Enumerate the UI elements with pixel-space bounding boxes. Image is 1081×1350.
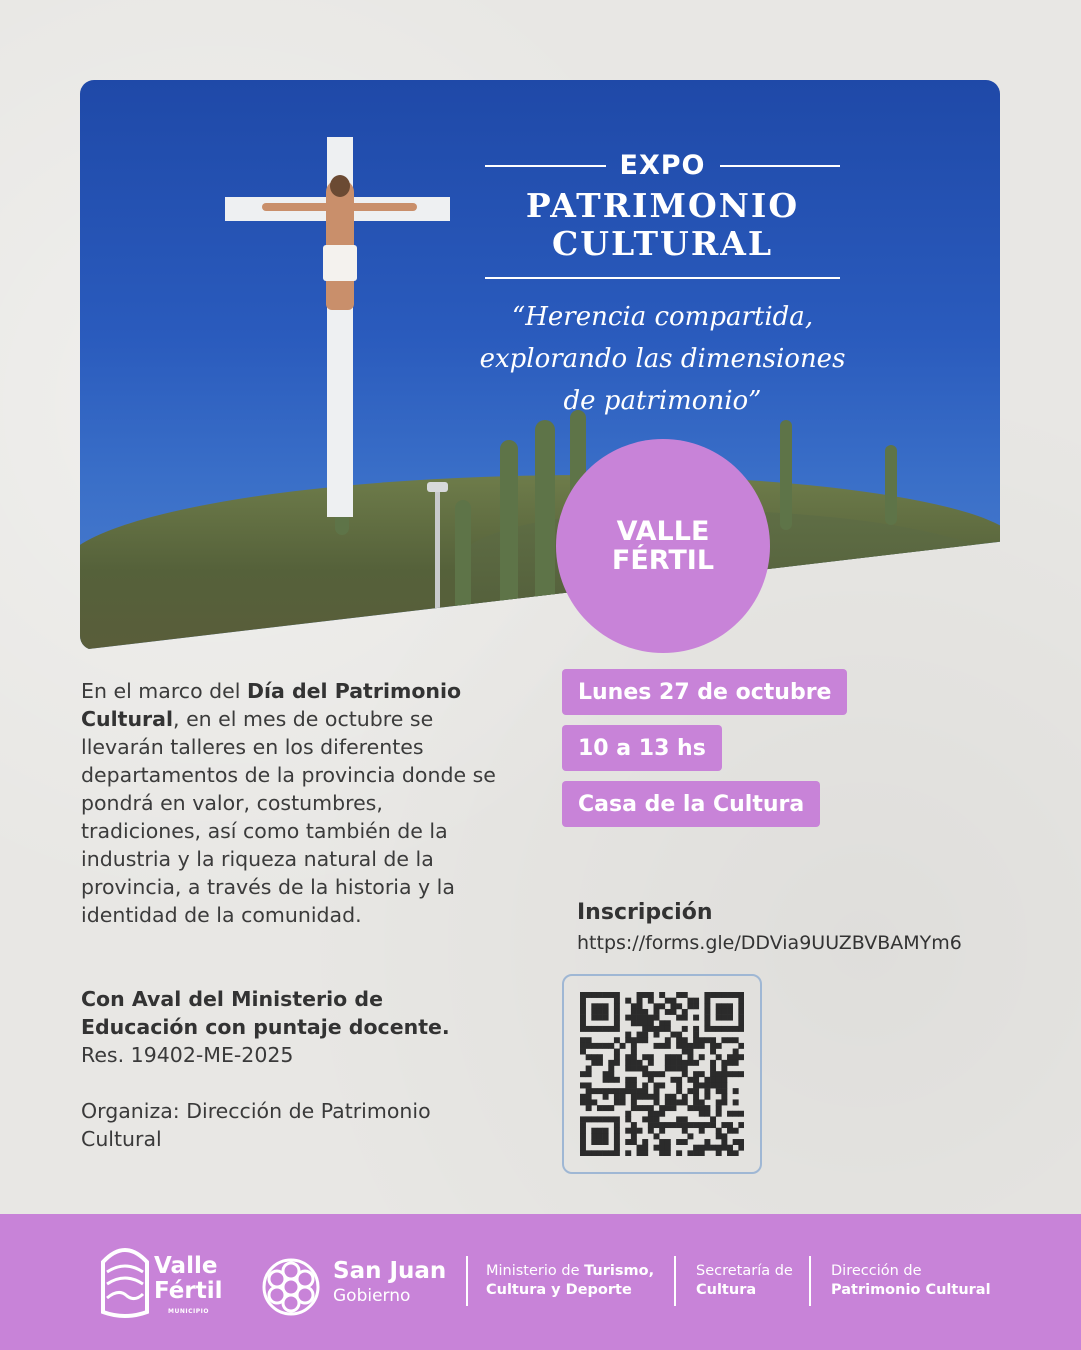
- description-intro: En el marco del: [81, 679, 247, 703]
- organizer-line2: Cultural: [81, 1127, 162, 1151]
- registration-link[interactable]: https://forms.gle/DDVia9UUZBVBAMYm6: [577, 932, 962, 954]
- aval-resolution: Res. 19402-ME-2025: [81, 1043, 294, 1067]
- ministry-text: [486, 1262, 654, 1300]
- secretary-text: [696, 1262, 793, 1300]
- quote-line2: explorando las dimensiones: [479, 344, 846, 374]
- location-line1: VALLE: [616, 516, 710, 547]
- footer-bar: [0, 1214, 1081, 1350]
- ministry-prefix: Ministerio de: [486, 1263, 585, 1279]
- cactus: [885, 445, 897, 525]
- title-rule-right: [720, 165, 841, 167]
- venue-badge: Casa de la Cultura: [562, 781, 820, 827]
- aval-text: [81, 985, 501, 1069]
- date-badge: Lunes 27 de octubre: [562, 669, 847, 715]
- event-title: [485, 187, 840, 263]
- event-title-line1: PATRIMONIO: [525, 186, 800, 225]
- aval-line2: Educación con puntaje docente.: [81, 1015, 450, 1039]
- title-rule-bottom: [485, 277, 840, 279]
- ministry-bold1: Turismo,: [584, 1263, 655, 1279]
- qr-code[interactable]: [562, 974, 762, 1174]
- footer-divider: [466, 1256, 468, 1306]
- direction-line1: Dirección de: [831, 1263, 922, 1279]
- secretary-line1: Secretaría de: [696, 1263, 793, 1279]
- footer-divider: [809, 1256, 811, 1306]
- title-rule-left: [485, 165, 606, 167]
- figure-head: [330, 175, 350, 197]
- direction-line2: Patrimonio Cultural: [831, 1282, 991, 1298]
- secretary-line2: Cultura: [696, 1282, 757, 1298]
- quote-line3: de patrimonio”: [563, 386, 762, 416]
- cactus: [780, 420, 792, 530]
- organizer-line1: Organiza: Dirección de Patrimonio: [81, 1099, 431, 1123]
- location-badge: [556, 439, 770, 653]
- event-title-line2: CULTURAL: [551, 224, 774, 263]
- event-quote: [470, 296, 855, 422]
- cactus: [455, 500, 471, 620]
- valle-fertil-logo-icon: [97, 1242, 153, 1322]
- figure-cloth: [323, 245, 357, 281]
- organizer-text: [81, 1097, 501, 1153]
- registration-title: Inscripción: [577, 900, 713, 925]
- direction-text: [831, 1262, 991, 1300]
- ministry-bold2: Cultura y Deporte: [486, 1282, 632, 1298]
- description-highlight: Día del Patrimonio Cultural: [81, 679, 462, 731]
- event-title-block: [485, 150, 840, 279]
- cactus: [500, 440, 518, 610]
- municipio-line2: Fértil: [154, 1278, 223, 1304]
- time-badge: 10 a 13 hs: [562, 725, 722, 771]
- aval-line1: Con Aval del Ministerio de: [81, 987, 383, 1011]
- description-rest: , en el mes de octubre se llevarán talleres en los diferentes departamentos de la provincia donde se pondrá en valor, costumbres, tradiciones, así como también de la industria y la riqueza natural de la provincia, a través de la historia y la identidad de la comunidad.: [81, 707, 496, 927]
- description-text: [81, 677, 501, 929]
- municipio-name: [154, 1254, 222, 1304]
- footer-divider: [674, 1256, 676, 1306]
- quote-line1: “Herencia compartida,: [511, 302, 814, 332]
- lamp-head: [427, 482, 448, 492]
- expo-label: EXPO: [619, 150, 706, 181]
- gov-sub: Gobierno: [333, 1286, 411, 1306]
- municipio-line1: Valle: [154, 1253, 218, 1279]
- cactus: [535, 420, 555, 610]
- municipio-sub: MUNICIPIO: [168, 1308, 209, 1315]
- location-line2: FÉRTIL: [611, 545, 715, 576]
- qr-code-icon: [580, 992, 744, 1156]
- san-juan-logo-icon: [260, 1256, 322, 1318]
- gov-name: San Juan: [333, 1258, 447, 1284]
